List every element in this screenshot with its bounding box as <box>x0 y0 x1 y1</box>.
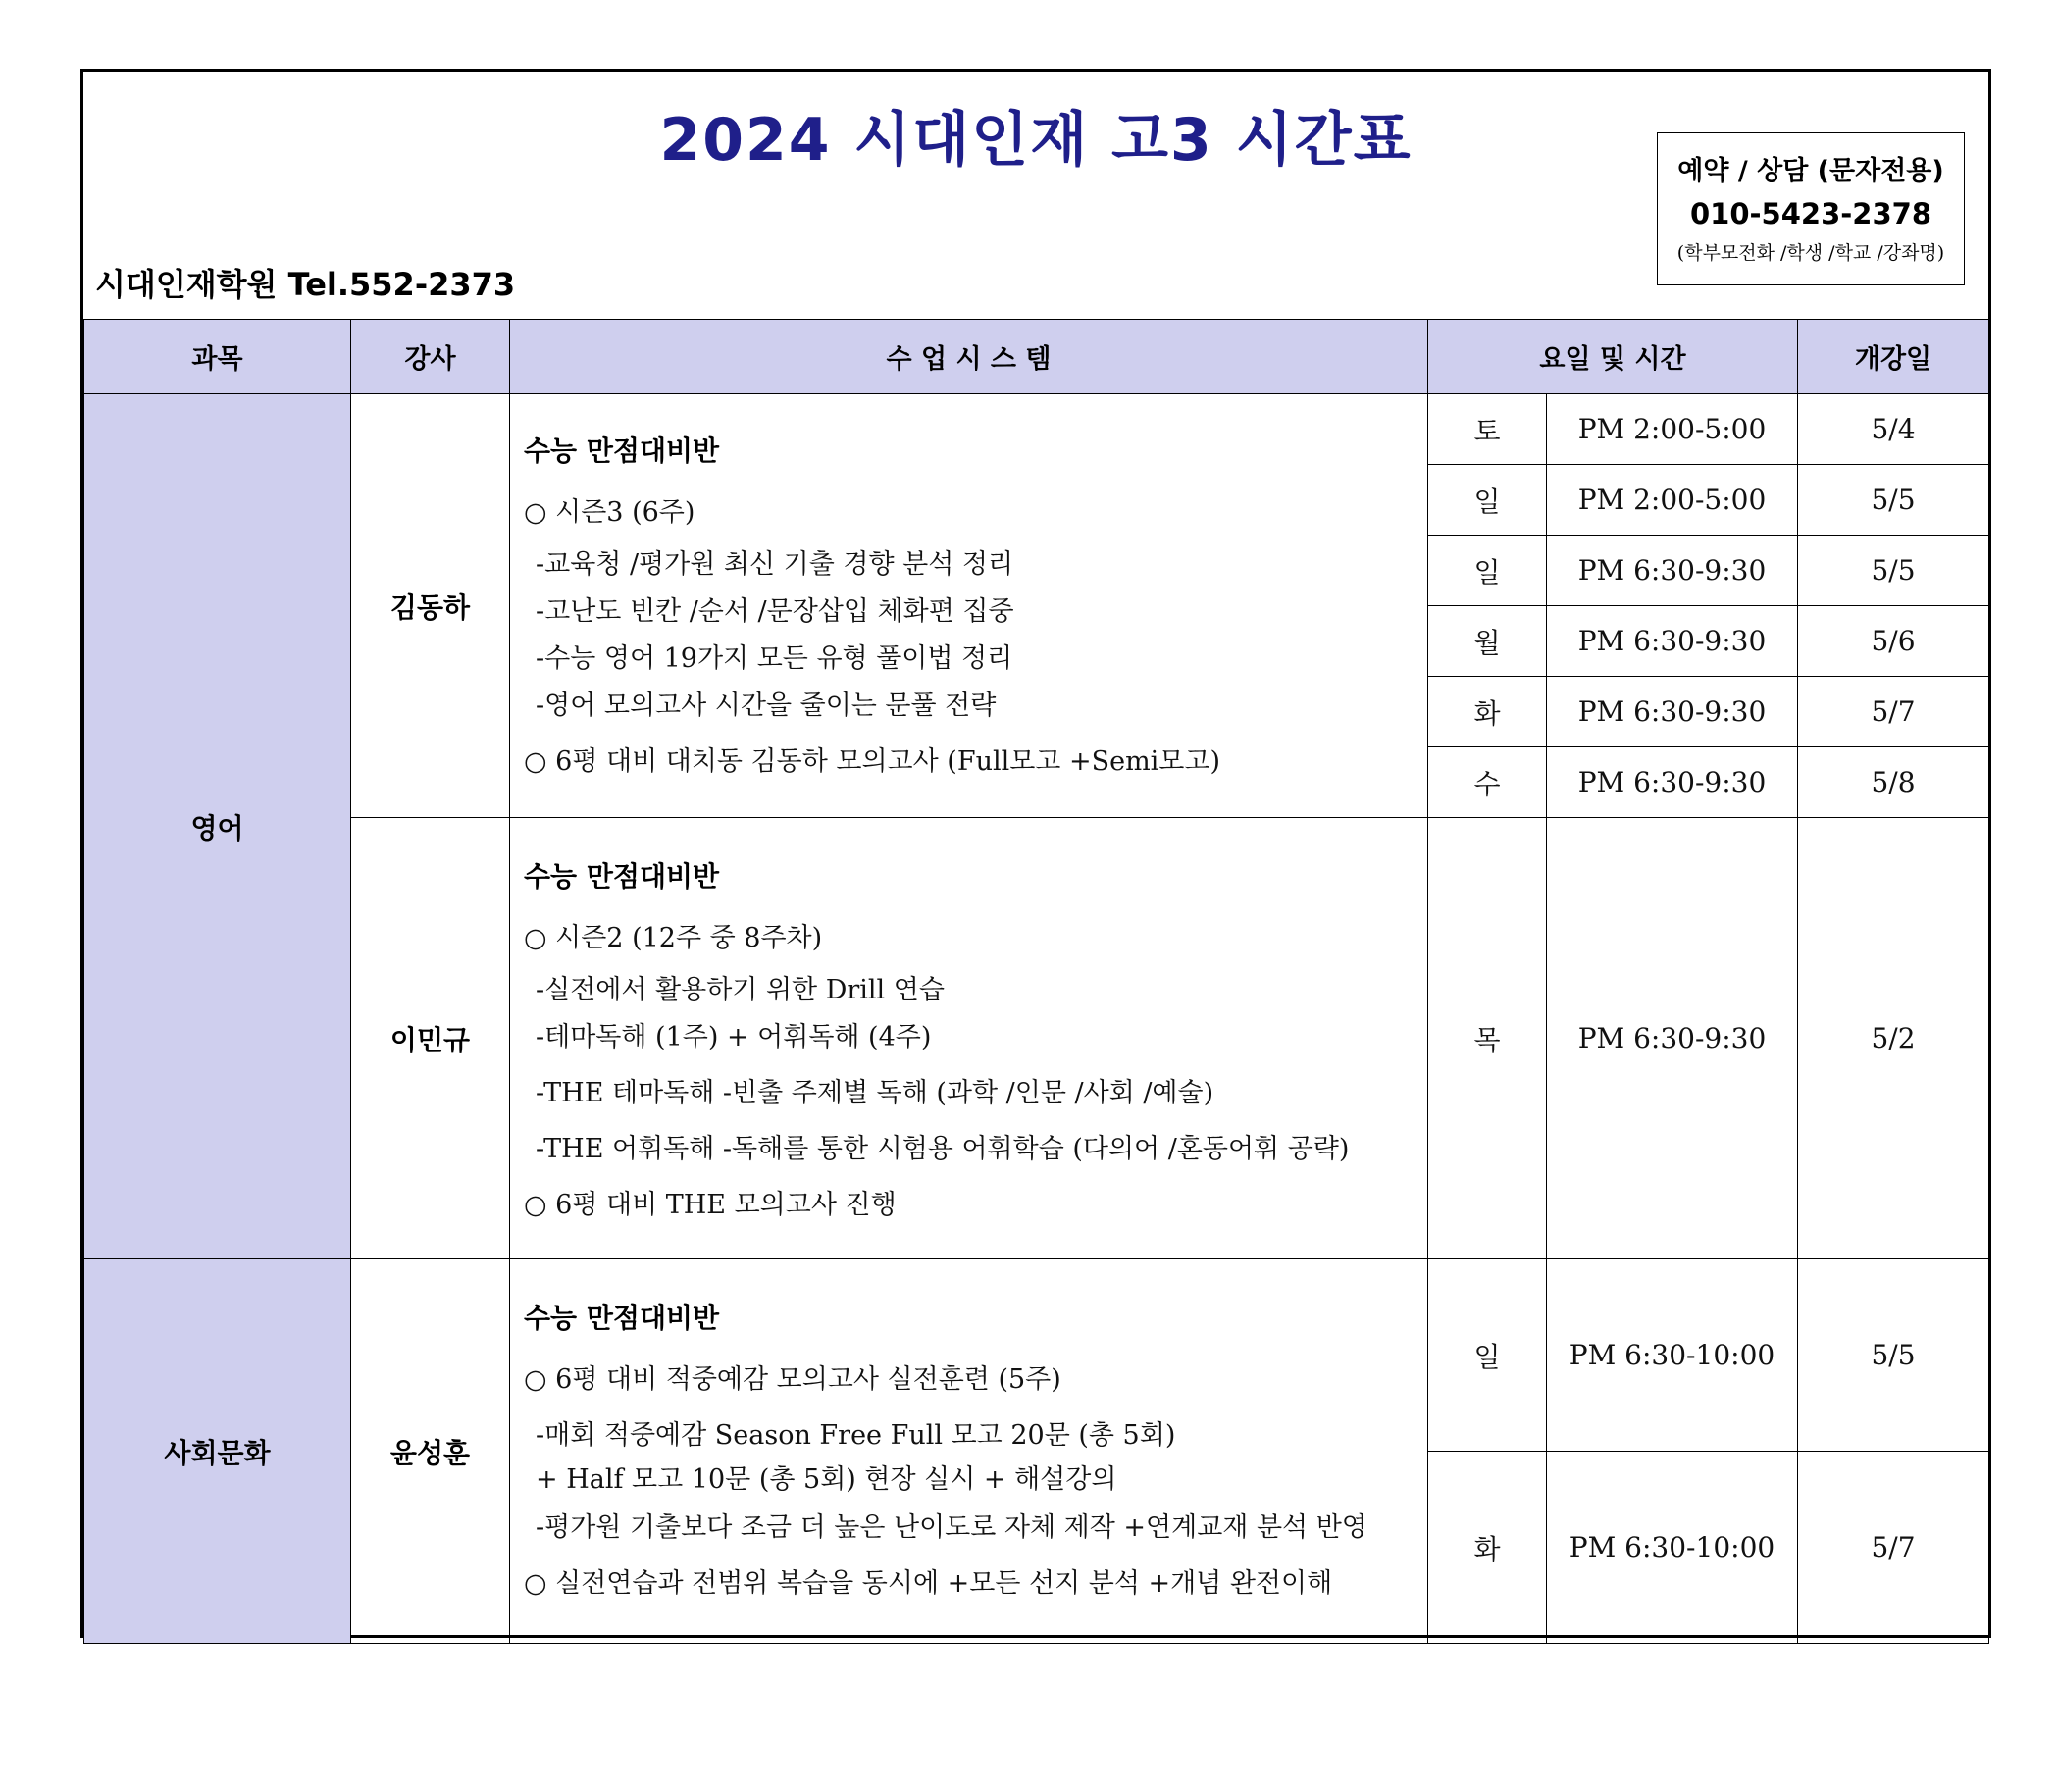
course-description <box>510 1259 1428 1644</box>
course-description <box>510 818 1428 1259</box>
course-heading: 수능 만점대비반 <box>524 1302 720 1334</box>
teacher-cell: 이민규 <box>351 818 510 1259</box>
time-cell: PM 2:00-5:00 <box>1547 394 1798 465</box>
course-line: ○ 시즌2 (12주 중 8주차) <box>524 923 823 953</box>
course-line: -THE 어휘독해 -독해를 통한 시험용 어휘학습 (다의어 /혼동어휘 공략) <box>536 1134 1350 1164</box>
time-cell: PM 6:30-9:30 <box>1547 818 1798 1259</box>
course-line: ○ 6평 대비 THE 모의고사 진행 <box>524 1190 897 1220</box>
teacher-cell: 윤성훈 <box>351 1259 510 1644</box>
time-cell: PM 2:00-5:00 <box>1547 465 1798 536</box>
time-cell: PM 6:30-9:30 <box>1547 677 1798 747</box>
course-line: ○ 시즌3 (6주) <box>524 497 695 528</box>
column-header-teacher: 강사 <box>351 320 510 394</box>
course-line: -수능 영어 19가지 모든 유형 풀이법 정리 <box>536 643 1013 674</box>
column-header-start: 개강일 <box>1798 320 1989 394</box>
day-cell: 수 <box>1428 747 1547 818</box>
time-cell: PM 6:30-9:30 <box>1547 606 1798 677</box>
column-header-subject: 과목 <box>84 320 351 394</box>
course-line: -실전에서 활용하기 위한 Drill 연습 <box>536 975 945 1005</box>
time-cell: PM 6:30-9:30 <box>1547 747 1798 818</box>
start-date-cell: 5/8 <box>1798 747 1989 818</box>
contact-phone[interactable]: 010-5423-2378 <box>1689 197 1932 230</box>
subject-cell: 사회문화 <box>84 1259 351 1644</box>
time-cell: PM 6:30-10:00 <box>1547 1259 1798 1452</box>
table-row <box>84 394 1989 465</box>
start-date-cell: 5/6 <box>1798 606 1989 677</box>
day-cell: 목 <box>1428 818 1547 1259</box>
table-row <box>84 818 1989 1259</box>
contact-label: 예약 / 상담 (문자전용) <box>1677 156 1944 186</box>
course-description <box>510 394 1428 818</box>
day-cell: 일 <box>1428 1259 1547 1452</box>
subject-cell: 영어 <box>84 394 351 1259</box>
day-cell: 일 <box>1428 465 1547 536</box>
start-date-cell: 5/5 <box>1798 465 1989 536</box>
course-line: -고난도 빈칸 /순서 /문장삽입 체화편 집중 <box>536 596 1014 627</box>
course-line: + Half 모고 10문 (총 5회) 현장 실시 + 해설강의 <box>536 1464 1117 1495</box>
day-cell: 화 <box>1428 677 1547 747</box>
course-line: -교육청 /평가원 최신 기출 경향 분석 정리 <box>536 549 1014 580</box>
column-header-schedule: 요일 및 시간 <box>1428 320 1798 394</box>
timetable-grid <box>83 319 1989 1644</box>
course-line: ○ 실전연습과 전범위 복습을 동시에 +모든 선지 분석 +개념 완전이해 <box>524 1568 1333 1599</box>
start-date-cell: 5/5 <box>1798 536 1989 606</box>
contact-note: (학부모전화 /학생 /학교 /강좌명) <box>1676 242 1945 264</box>
column-header-system: 수 업 시 스 템 <box>510 320 1428 394</box>
course-line: -테마독해 (1주) + 어휘독해 (4주) <box>536 1022 932 1052</box>
start-date-cell: 5/7 <box>1798 677 1989 747</box>
page-title: 2024 시대인재 고3 시간표 <box>659 106 1413 175</box>
time-cell: PM 6:30-9:30 <box>1547 536 1798 606</box>
course-line: -평가원 기출보다 조금 더 높은 난이도로 자체 제작 +연계교재 분석 반영 <box>536 1512 1367 1543</box>
day-cell: 월 <box>1428 606 1547 677</box>
course-line: -매회 적중예감 Season Free Full 모고 20문 (총 5회) <box>536 1420 1176 1451</box>
course-line: ○ 6평 대비 대치동 김동하 모의고사 (Full모고 +Semi모고) <box>524 746 1221 777</box>
course-heading: 수능 만점대비반 <box>524 860 720 893</box>
table-row <box>84 1259 1989 1452</box>
course-heading: 수능 만점대비반 <box>524 435 720 467</box>
timetable-sheet <box>80 69 1991 1638</box>
start-date-cell: 5/4 <box>1798 394 1989 465</box>
start-date-cell: 5/7 <box>1798 1452 1989 1644</box>
teacher-cell: 김동하 <box>351 394 510 818</box>
start-date-cell: 5/5 <box>1798 1259 1989 1452</box>
contact-box <box>1657 132 1965 285</box>
academy-name: 시대인재학원 Tel.552-2373 <box>95 266 516 303</box>
day-cell: 화 <box>1428 1452 1547 1644</box>
time-cell: PM 6:30-10:00 <box>1547 1452 1798 1644</box>
course-line: -THE 테마독해 -빈출 주제별 독해 (과학 /인문 /사회 /예술) <box>536 1078 1214 1108</box>
day-cell: 일 <box>1428 536 1547 606</box>
course-line: ○ 6평 대비 적중예감 모의고사 실전훈련 (5주) <box>524 1364 1061 1395</box>
day-cell: 토 <box>1428 394 1547 465</box>
course-line: -영어 모의고사 시간을 줄이는 문풀 전략 <box>536 691 997 721</box>
start-date-cell: 5/2 <box>1798 818 1989 1259</box>
